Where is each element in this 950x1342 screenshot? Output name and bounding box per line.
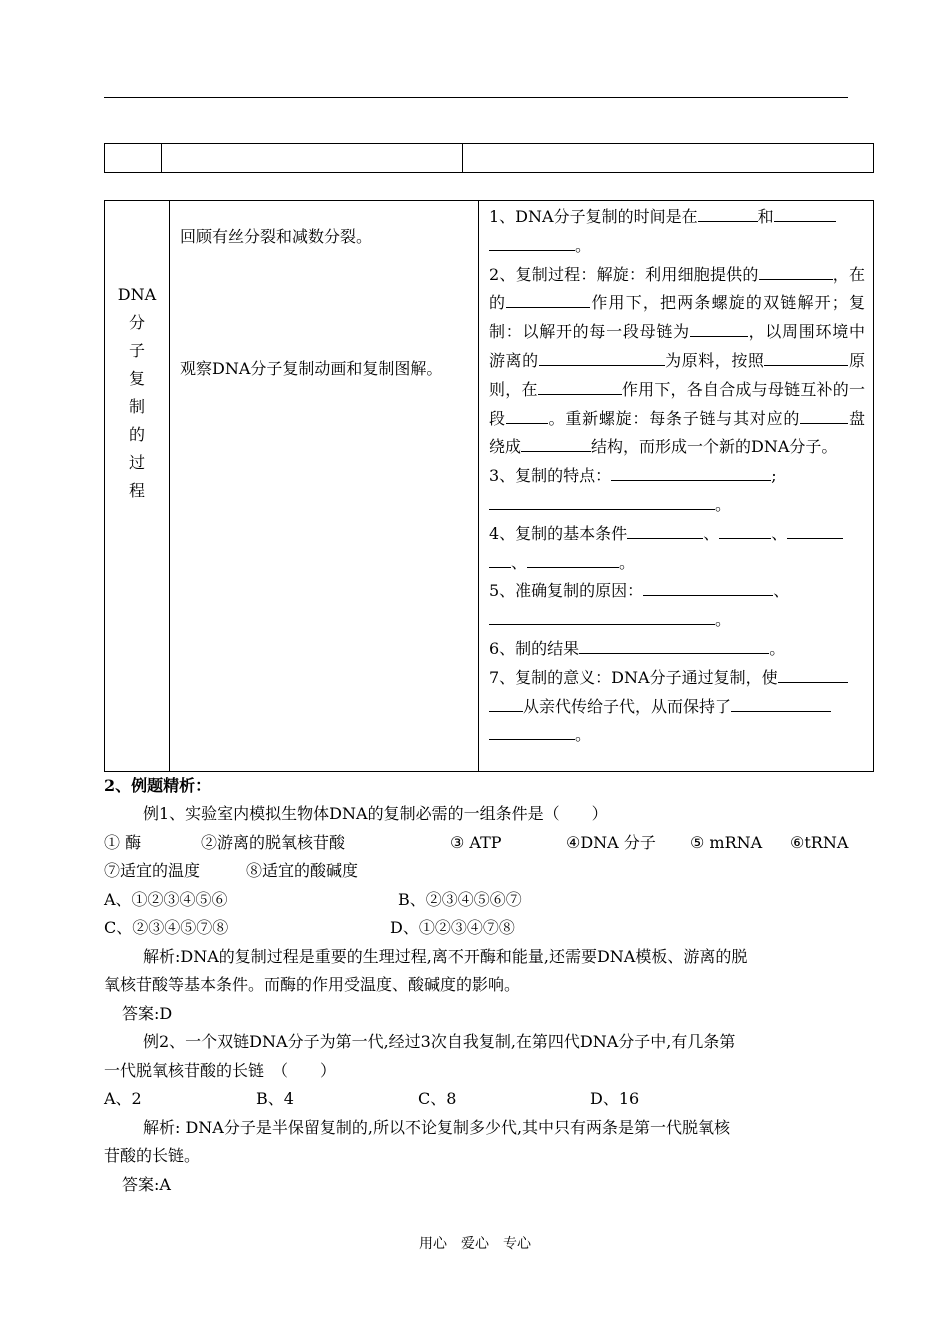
option-ph: ⑧适宜的酸碱度 <box>246 861 359 880</box>
activity-observe: 观察DNA分子复制动画和复制图解。 <box>180 359 443 378</box>
example-1-analysis-line-1: 解析:DNA的复制过程是重要的生理过程,离不开酶和能量,还需要DNA模板、游离的脱 <box>143 947 748 966</box>
example-1-analysis-line-2: 氧核苷酸等基本条件。而酶的作用受温度、酸碱度的影响。 <box>104 975 521 994</box>
activity-review: 回顾有丝分裂和减数分裂。 <box>180 227 373 246</box>
top-cell-2 <box>162 144 463 173</box>
option-enzyme: ① 酶 <box>104 833 142 852</box>
main-table <box>104 200 874 772</box>
example-2-analysis-line-1: 解析: DNA分子是半保留复制的,所以不论复制多少代,其中只有两条是第一代脱氧核 <box>143 1118 731 1137</box>
question-4: 4、复制的基本条件 、 、 、 。 <box>489 520 865 578</box>
example-2-answer: 答案:A <box>122 1175 171 1194</box>
choice-b: B、②③④⑤⑥⑦ <box>398 890 522 909</box>
option-atp: ③ ATP <box>450 833 502 852</box>
example-1-question: 例1、实验室内模拟生物体DNA的复制必需的一组条件是（ ） <box>143 804 608 823</box>
section-label-char: DNA <box>117 285 157 304</box>
section-label-char: 过 <box>128 453 145 472</box>
section-heading: 2、例题精析： <box>104 776 212 795</box>
choice-b: B、4 <box>256 1089 294 1108</box>
question-5: 5、准确复制的原因： 、 。 <box>489 581 790 630</box>
section-label-cell <box>105 201 170 772</box>
choice-c: C、②③④⑤⑦⑧ <box>104 918 229 937</box>
choice-c: C、8 <box>418 1089 457 1108</box>
question-7: 7、复制的意义：DNA分子通过复制，使 从亲代传给子代，从而保持了 。 <box>489 664 865 750</box>
option-mrna: ⑤ mRNA <box>690 833 763 852</box>
top-table <box>104 143 874 173</box>
choice-a: A、①②③④⑤⑥ <box>104 890 228 909</box>
question-2: 2、复制过程：解旋：利用细胞提供的 ，在的 作用下，把两条螺旋的双链解开；复制：以解开的每一段母链为 ，以周围环境中游离的 为原料，按照 原则，在 作用下，各自合成与母链互补的一段 。重新螺旋：每条子链与其对应的 盘绕成 结构，而形成一个新的DNA分子。 <box>489 264 865 457</box>
question-3: 3、复制的特点： ; 。 <box>489 466 777 514</box>
question-6: 6、制的结果 。 <box>489 638 786 658</box>
questions-cell <box>479 201 874 772</box>
top-cell-1 <box>105 144 162 173</box>
activity-cell <box>170 201 479 772</box>
choice-d: D、①②③④⑦⑧ <box>390 918 515 937</box>
choice-a: A、2 <box>104 1089 142 1108</box>
question-1: 1、DNA分子复制的时间是在 和 。 <box>489 203 865 261</box>
choice-d: D、16 <box>590 1089 640 1108</box>
section-label <box>105 201 169 505</box>
option-nucleotides: ②游离的脱氧核苷酸 <box>201 833 346 852</box>
example-1-answer: 答案:D <box>122 1004 173 1023</box>
top-cell-3 <box>463 144 874 173</box>
option-trna: ⑥tRNA <box>790 833 849 852</box>
option-temperature: ⑦适宜的温度 <box>104 861 201 880</box>
header-rule <box>104 97 848 98</box>
option-dna: ④DNA 分子 <box>566 833 656 852</box>
example-2-question-line-2: 一代脱氧核苷酸的长链 （ ） <box>104 1061 337 1080</box>
example-2-question-line-1: 例2、一个双链DNA分子为第一代,经过3次自我复制,在第四代DNA分子中,有几条第 <box>143 1032 736 1051</box>
section-label-char: 程 <box>128 481 145 500</box>
section-label-char: 子 <box>128 341 145 360</box>
section-label-char: 分 <box>128 313 145 332</box>
example-2-analysis-line-2: 苷酸的长链。 <box>104 1146 201 1165</box>
page-footer: 用心 爱心 专心 <box>419 1236 531 1252</box>
section-label-char: 的 <box>128 425 145 444</box>
section-label-char: 制 <box>128 397 145 416</box>
section-label-char: 复 <box>128 369 145 388</box>
